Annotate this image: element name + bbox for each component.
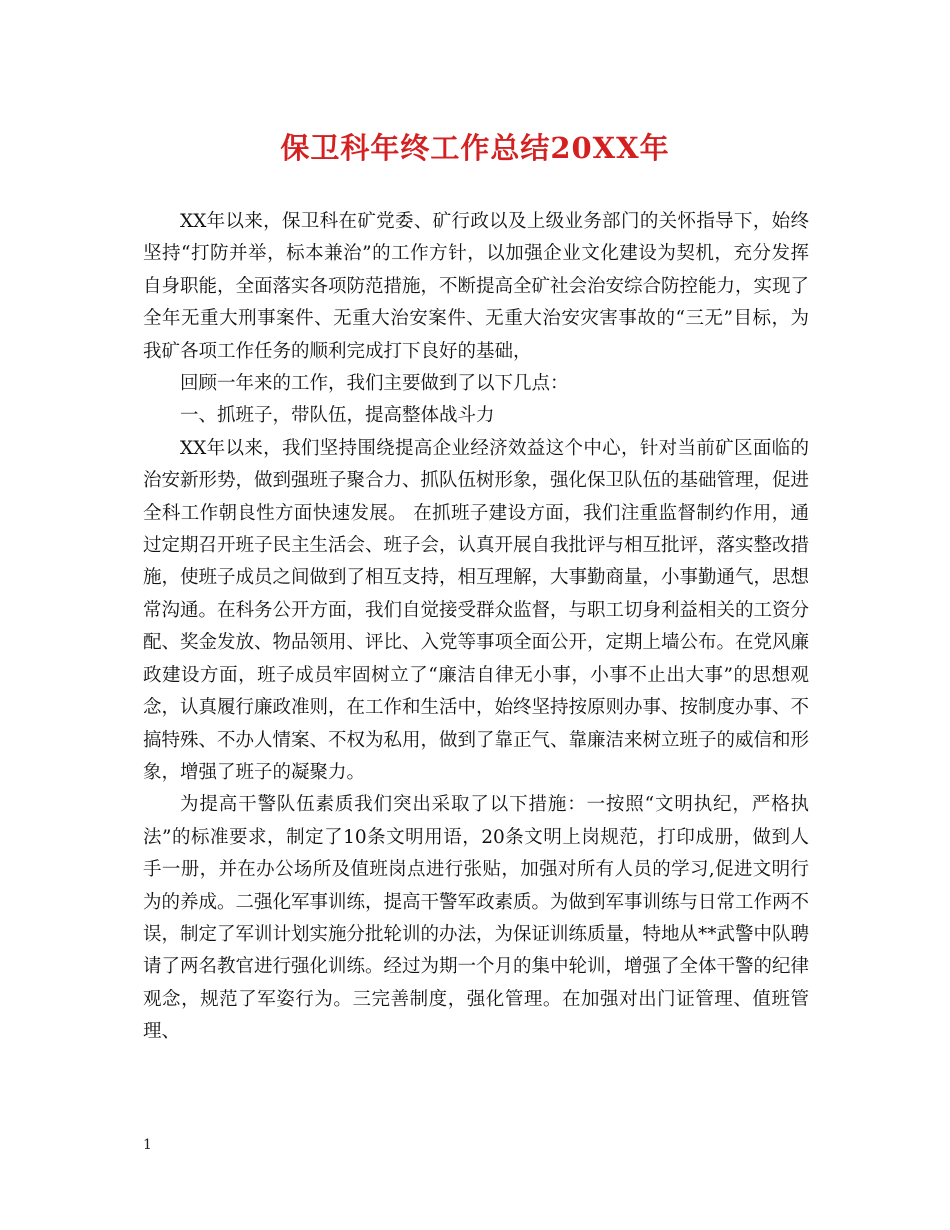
- paragraph-team-building: XX年以来，我们坚持围绕提高企业经济效益这个中心，针对当前矿区面临的治安新形势，做到强班子聚合力、抓队伍树形象，强化保卫队伍的基础管理，促进全科工作朝良性方面快速发展。 在抓班子建设方面，我们注重监督制约作用，通过定期召开班子民主生活会、班子会，认真开展自我批评与相互批评，落实整改措施，使班子成员之间做到了相互支持，相互理解，大事勤商量，小事勤通气，思想常沟通。在科务公开方面，我们自觉接受群众监督，与职工切身利益相关的工资分配、奖金发放、物品领用、评比、入党等事项全面公开，定期上墙公布。在党风廉政建设方面，班子成员牢固树立了“廉洁自律无小事，小事不止出大事”的思想观念，认真履行廉政准则，在工作和生活中，始终坚持按原则办事、按制度办事、不搞特殊、不办人情案、不权为私用，做到了靠正气、靠廉洁来树立班子的威信和形象，增强了班子的凝聚力。: [143, 437, 810, 783]
- section-heading-1: 一、抓班子，带队伍，提高整体战斗力: [180, 405, 495, 427]
- paragraph-review: 回顾一年来的工作，我们主要做到了以下几点：: [180, 373, 569, 395]
- document-title: 保卫科年终工作总结20XX年: [280, 131, 670, 165]
- page-number: 1: [143, 1137, 152, 1153]
- paragraph-quality-measures: 为提高干警队伍素质我们突出采取了以下措施：一按照“文明执纪，严格执法”的标准要求，制定了10条文明用语，20条文明上岗规范，打印成册，做到人手一册，并在办公场所及值班岗点进行张贴，加强对所有人员的学习,促进文明行为的养成。二强化军事训练，提高干警军政素质。为做到军事训练与日常工作两不误，制定了军训计划实施分批轮训的办法，为保证训练质量，特地从**武警中队聘请了两名教官进行强化训练。经过为期一个月的集中轮训，增强了全体干警的纪律观念，规范了军姿行为。三完善制度，强化管理。在加强对出门证管理、值班管理、: [143, 794, 810, 1043]
- paragraph-intro: XX年以来，保卫科在矿党委、矿行政以及上级业务部门的关怀指导下，始终坚持“打防并举，标本兼治”的工作方针，以加强企业文化建设为契机，充分发挥自身职能，全面落实各项防范措施，不断提高全矿社会治安综合防控能力，实现了全年无重大刑事案件、无重大治安案件、无重大治安灾害事故的“三无”目标，为我矿各项工作任务的顺利完成打下良好的基础，: [143, 211, 810, 362]
- document-body: [143, 206, 809, 1049]
